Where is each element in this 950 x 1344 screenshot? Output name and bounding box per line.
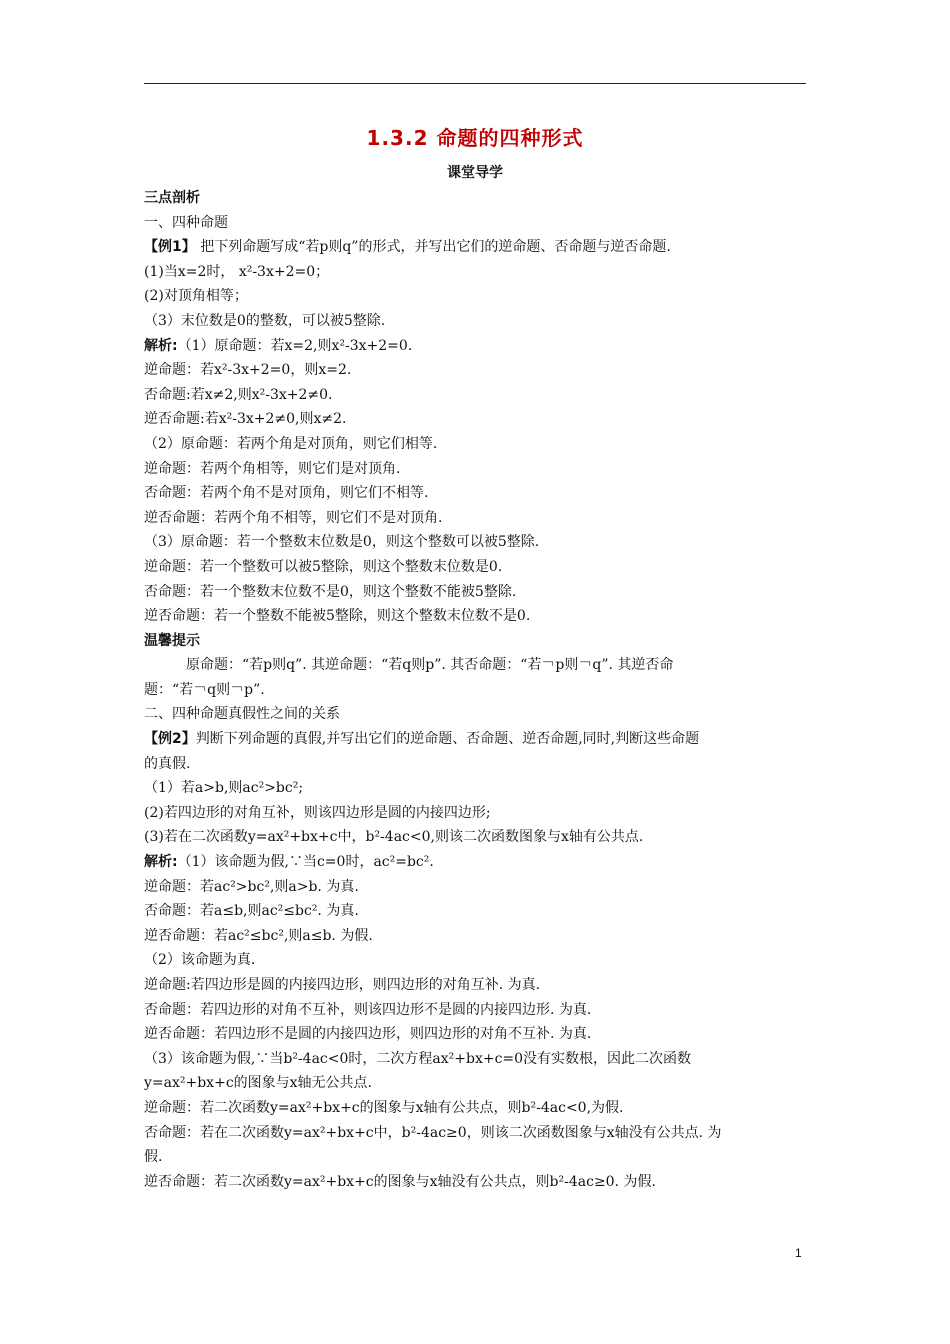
line-text: 逆命题：若一个整数可以被5整除，则这个整数末位数是0. [144,558,503,575]
example-label: 解析: [144,337,178,354]
text-line [144,260,808,285]
line-text: 题：“若￢q则￢p”. [144,681,265,698]
line-text: 一、四种命题 [144,214,228,231]
example-label: 【例1】 [144,239,196,256]
line-text: 假. [144,1149,163,1166]
text-line [144,678,808,703]
text-line [144,702,808,727]
line-text: 原命题：“若p则q”. 其逆命题：“若q则p”. 其否命题：“若￢p则￢q”. 其逆否命 [186,657,674,674]
line-text: 否命题：若两个角不是对顶角，则它们不相等. [144,485,429,502]
line-text: （1）若a>b,则ac²>bc²; [144,780,304,797]
line-text: 否命题：若四边形的对角不互补，则该四边形不是圆的内接四边形. 为真. [144,1001,592,1018]
text-line [144,1145,808,1170]
line-text: 逆命题：若两个角相等，则它们是对顶角. [144,460,401,477]
text-line [144,309,808,334]
text-line [144,1170,808,1195]
line-text: （3）末位数是0的整数，可以被5整除. [144,312,386,329]
section-heading [144,629,808,654]
line-text: 否命题：若在二次函数y=ax²+bx+c中，b²-4ac≥0，则该二次函数图象与x轴没有公共点. 为 [144,1124,722,1141]
example-label: 解析: [144,854,178,871]
text-line [144,850,808,875]
text-line [144,604,808,629]
text-line [144,875,808,900]
document-body [144,186,808,1194]
text-line [144,211,808,236]
line-text: 温馨提示 [144,632,200,649]
line-text: 逆否命题:若x²-3x+2≠0,则x≠2. [144,411,347,428]
line-text: （1）原命题：若x=2,则x²-3x+2=0. [177,337,413,354]
text-line [144,555,808,580]
line-text: 判断下列命题的真假,并写出它们的逆命题、否命题、逆否命题,同时,判断这些命题 [195,731,700,748]
text-line [144,284,808,309]
text-line [144,481,808,506]
text-line [144,776,808,801]
line-text: （3）原命题：若一个整数末位数是0，则这个整数可以被5整除. [144,534,540,551]
page-number: 1 [795,1246,802,1260]
text-line [144,530,808,555]
line-text: (1)当x=2时， x²-3x+2=0； [144,263,330,280]
text-line [144,1121,808,1146]
line-text: 否命题：若a≤b,则ac²≤bc². 为真. [144,903,359,920]
line-text: 否命题：若一个整数末位数不是0，则这个整数不能被5整除. [144,583,517,600]
line-text: 的真假. [144,755,191,772]
line-text: （1）该命题为假,∵当c=0时，ac²=bc². [177,854,434,871]
text-line [144,1022,808,1047]
line-text: 逆否命题：若两个角不相等，则它们不是对顶角. [144,509,443,526]
line-text: y=ax²+bx+c的图象与x轴无公共点. [144,1075,372,1092]
text-line [144,752,808,777]
text-line [144,801,808,826]
line-text: 逆否命题：若二次函数y=ax²+bx+c的图象与x轴没有公共点，则b²-4ac≥0. 为假. [144,1173,656,1190]
line-text: 二、四种命题真假性之间的关系 [144,706,340,723]
line-text: （3）该命题为假,∵当b²-4ac<0时，二次方程ax²+bx+c=0没有实数根，因此二次函数 [144,1050,692,1067]
text-line [144,383,808,408]
line-text: (2)对顶角相等； [144,288,248,305]
text-line [144,506,808,531]
text-line [144,924,808,949]
text-line [144,1047,808,1072]
text-line [144,1071,808,1096]
line-text: （2）该命题为真. [144,952,256,969]
text-line [144,457,808,482]
text-line [144,1096,808,1121]
text-line [144,580,808,605]
text-line [144,358,808,383]
line-text: 逆否命题：若一个整数不能被5整除，则这个整数末位数不是0. [144,608,531,625]
line-text: (3)若在二次函数y=ax²+bx+c中，b²-4ac<0,则该二次函数图象与x轴有公共点. [144,829,644,846]
line-text: 逆命题：若ac²>bc²,则a>b. 为真. [144,878,359,895]
line-text: 逆命题：若x²-3x+2=0，则x=2. [144,362,352,379]
text-line [144,998,808,1023]
text-line [144,235,808,260]
line-text: 逆命题:若四边形是圆的内接四边形，则四边形的对角互补. 为真. [144,977,541,993]
text-line [144,334,808,359]
text-line [144,899,808,924]
header-rule [144,83,806,84]
line-text: 把下列命题写成“若p则q”的形式，并写出它们的逆命题、否命题与逆否命题. [195,239,671,256]
text-line [144,973,808,998]
section-heading [144,186,808,211]
line-text: （2）原命题：若两个角是对顶角，则它们相等. [144,435,438,452]
text-line [144,825,808,850]
line-text: 三点剖析 [144,190,200,206]
text-line [144,948,808,973]
text-line [144,432,808,457]
example-label: 【例2】 [144,731,196,748]
line-text: (2)若四边形的对角互补，则该四边形是圆的内接四边形; [144,804,491,821]
line-text: 逆命题：若二次函数y=ax²+bx+c的图象与x轴有公共点，则b²-4ac<0,为假. [144,1099,624,1116]
line-text: 逆否命题：若四边形不是圆的内接四边形，则四边形的对角不互补. 为真. [144,1026,592,1043]
document-title: 1.3.2 命题的四种形式 [366,126,584,150]
text-line [144,727,808,752]
text-line [144,407,808,432]
section-subtitle: 课堂导学 [447,165,503,181]
line-text: 否命题:若x≠2,则x²-3x+2≠0. [144,386,333,403]
text-line [144,653,808,678]
line-text: 逆否命题：若ac²≤bc²,则a≤b. 为假. [144,927,373,944]
